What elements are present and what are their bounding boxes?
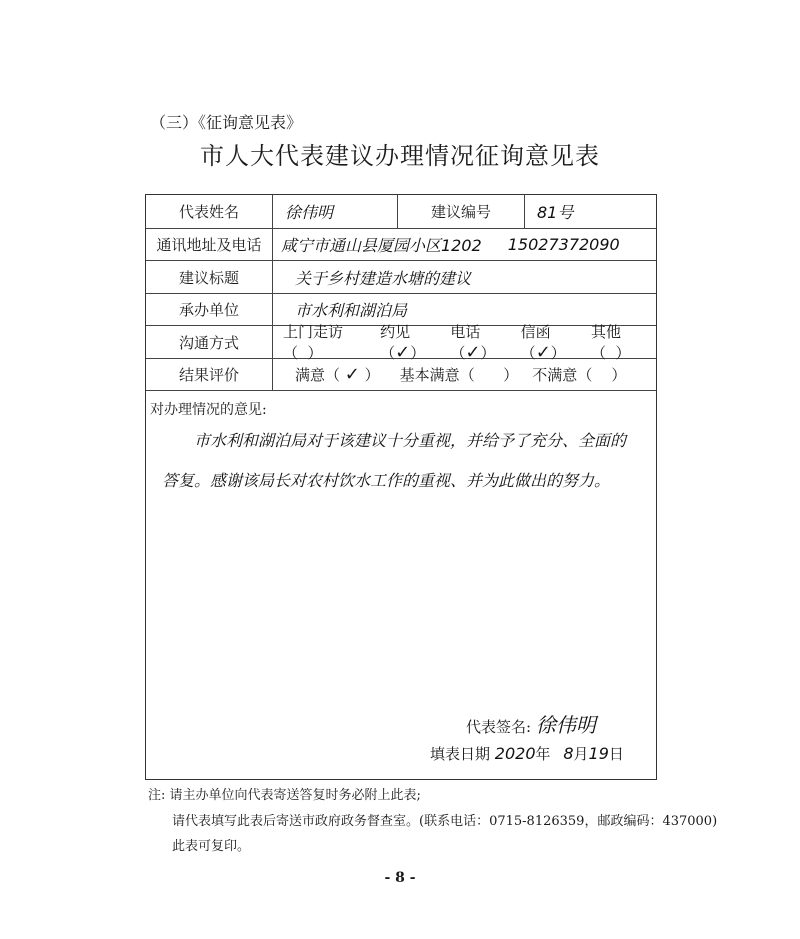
page-number: - 8 - [384,870,416,886]
signature-label: 代表签名: [466,718,532,736]
row-contact [146,229,656,261]
date-label: 填表日期 [430,745,491,763]
check-icon: ✓ [535,342,551,363]
option-unsatisfied: 不满意（ ） [532,366,627,384]
row-communication [146,323,656,363]
form-title: 市人大代表建议办理情况征询意见表 [200,142,600,170]
comments-area [146,391,656,781]
row-evaluation [146,359,656,391]
footer-note-3: 此表可复印。 [172,839,251,854]
signature-block [466,709,596,738]
option-phone: 电话（✓） [450,323,496,363]
contact-label: 通讯地址及电话 [146,229,273,260]
phone-value: 15027372090 [507,235,620,254]
check-icon: ✓ [465,342,481,363]
comments-text: 市水利和湖泊局对于该建议十分重视，并给予了充分、全面的答复。感谢该局长对农村饮水工作的重视、并为此做出的努力。 [162,431,627,490]
section-label: （三）《征询意见表》 [150,113,303,132]
opinion-form [145,194,657,780]
option-visit: 上门走访（ ） [283,323,344,362]
proposal-title-value: 关于乡村建造水塘的建议 [295,268,472,288]
rep-name-value: 徐伟明 [273,195,398,228]
evaluation-label: 结果评价 [146,359,273,390]
proposal-no-value: 81号 [537,203,574,222]
check-icon: ✓ [395,342,411,363]
proposal-no-label: 建议编号 [398,195,525,228]
date-month: 8 [563,744,574,763]
evaluation-options [273,359,656,390]
address-value: 咸宁市通山县厦园小区1202 [281,236,482,255]
communication-options [273,323,656,363]
communication-label: 沟通方式 [146,326,273,358]
option-other: 其他（ ） [590,323,631,362]
row-rep-name [146,195,656,229]
comments-label: 对办理情况的意见: [150,402,267,418]
signature-value: 徐伟明 [535,713,596,737]
date-year: 2020 [494,744,536,763]
footer-note-1: 注: 请主办单位向代表寄送答复时务必附上此表; [148,788,421,803]
option-satisfied: 满意（ ✓ ） [295,364,380,385]
option-basic: 基本满意（ ） [399,366,519,384]
contact-value [273,229,656,260]
date-day: 19 [588,744,609,763]
handling-unit-value: 市水利和湖泊局 [295,301,408,320]
option-meeting: 约见（✓） [380,323,426,363]
handling-unit-label: 承办单位 [146,294,273,325]
check-icon: ✓ [344,364,360,385]
date-block: 填表日期 2020年 8月19日 [430,744,624,763]
footer-note-2: 请代表填写此表后寄送市政府政务督查室。(联系电话：0715-8126359，邮政编码：437000) [172,814,718,829]
row-proposal-title [146,261,656,294]
proposal-title-label: 建议标题 [146,261,273,293]
option-letter: 信函（✓） [520,323,566,363]
rep-name-label: 代表姓名 [146,195,273,228]
